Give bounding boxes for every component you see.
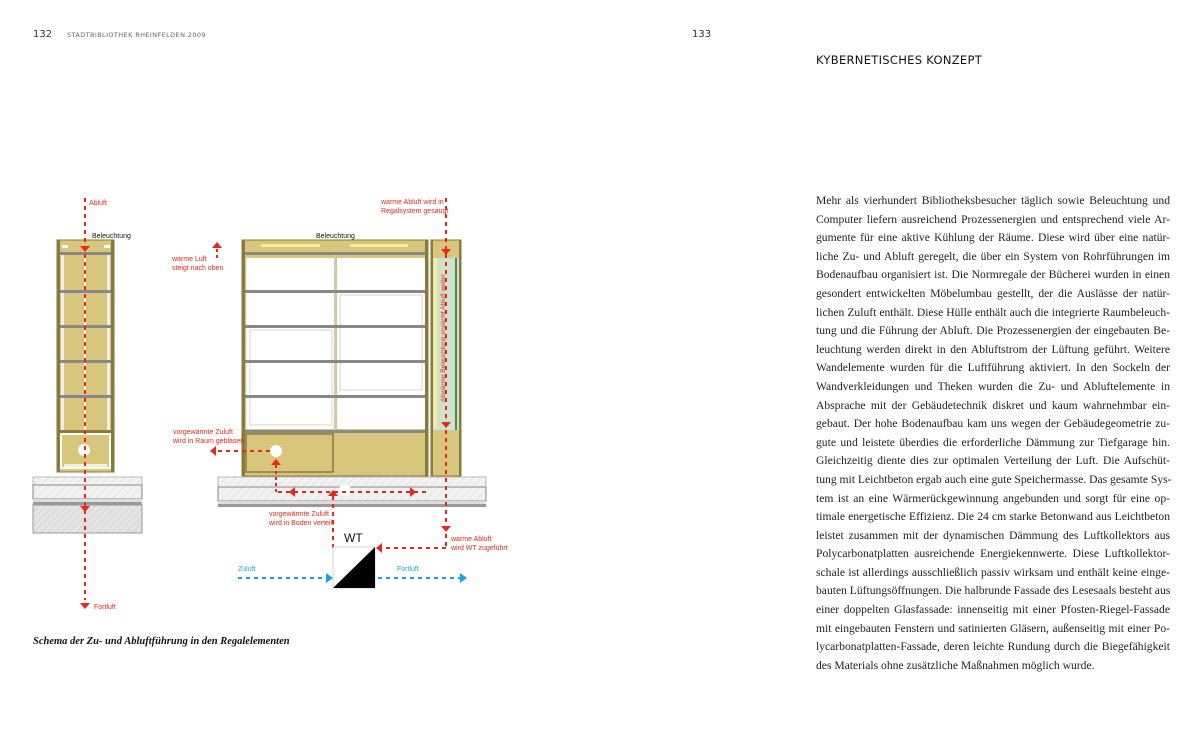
label-zuluft-boden-2: wird in Boden verteilt [269,520,334,527]
label-warme-abluft-wt-1: warme Abluft [451,536,492,543]
body-line: liche Zu- und Abluft geregelt, die über ein System von Rohrführungen im [816,249,1170,263]
body-line: lycarbonatplatten-Fassade, deren leichte Rundung durch die Biegefähigkeit [816,640,1170,654]
body-line: Bodenaufbau organisiert ist. Die Normregale der Bücherei wurden in einen [816,268,1170,282]
body-line-last: des Materials ohne zusätzliche Maßnahmen möglich wurde. [816,658,1095,672]
body-line: Polycarbonatplatten ausreichende Energiekennwerte. Diese Luftkollektor- [816,547,1170,561]
body-line: Absprache mit der Gebäudetechnik diskret und kaum wahrnehmbar ein- [816,398,1170,412]
body-line: Mehr als vierhundert Bibliotheksbesucher täglich sowie Beleuchtung und [816,194,1170,207]
label-zuluft-raum-1: vorgewärmte Zuluft [173,429,233,436]
body-line: gute und leistete überdies die erforderliche Dämmung zur Tiefgarage hin. [816,435,1170,449]
body-line: tem ist an eine Wärmerückgewinnung angebunden und sorgt für eine op- [816,491,1170,505]
label-warme-luft-2: steigt nach oben [172,265,224,272]
body-line: tung und die Führung der Abluft. Die Prozessenergien der eingebauten Be- [816,324,1170,338]
body-line: gebaut. Der hohe Bodenaufbau kam uns wegen der Gebäudegeometrie zu- [816,417,1170,431]
arrow-up-icon [212,242,222,248]
body-line: bauten Lüftungsöffnungen. Die halbrunde Fassade des Lesesaals besteht aus [816,584,1171,598]
body-line: timale energetische Effizienz. Die 24 cm starke Betonwand aus Leichtbeton [816,510,1170,524]
side-floor-slab [33,477,142,533]
label-beleuchtung-left: Beleuchtung [92,233,131,240]
label-abluft: Abluft [89,200,107,207]
section-title: KYBERNETISCHES KONZEPT [816,53,983,67]
arrow-right-icon [326,573,333,583]
body-line: tung mit Leichtbeton ergab auch eine gute Speichermasse. Das gesamte Sys- [816,472,1172,486]
label-warme-luft-1: warme Luft [172,256,207,263]
label-abwaerme-vertical: Abwärme Beleuchtung erwärmt Abluft weiter [440,274,447,402]
front-shelf-elevation [242,240,428,476]
label-fortluft-right: Fortluft [397,566,419,573]
arrow-left-icon [376,543,382,553]
side-shelf-section [57,240,114,472]
label-warme-abluft-regal-2: Regalsystem gesaugt [381,208,449,215]
arrow-down-icon [441,526,451,532]
body-line: gesondert entwickelten Möbelumbau gestellt, der die Auslässe der natür- [816,286,1170,300]
heat-exchanger-wt [333,547,375,588]
body-line: einer doppelten Glasfassade: innenseitig mit einer Pfosten-Riegel-Fassade [816,603,1170,617]
page-number-right: 133 [692,29,712,40]
label-fortluft-left: Fortluft [94,604,116,611]
body-line: leuchtung werden direkt in den Abluftstrom der Lüftung geführt. Weitere [816,342,1170,356]
body-text [816,192,1170,675]
arrow-left-icon [210,446,216,456]
body-line: Computer liefern ausreichend Prozessenergien und entsprechend viele Ar- [816,212,1170,226]
body-line: Wandelemente wurden für die Luftführung aktiviert. In den Sockeln der [816,361,1170,375]
label-zuluft-boden-1: vorgewärmte Zuluft [269,511,329,518]
label-zuluft: Zuluft [238,566,256,573]
body-line: Wandverkleidungen und Theken wurden die Zu- und Abluftelemente in [816,379,1170,393]
arrow-down-icon [80,603,90,609]
body-line: Gleichzeitig diente dies zur optimalen Verteilung der Luft. Die Aufschüt- [816,454,1170,468]
label-warme-abluft-regal-1: warme Abluft wird in [381,199,444,206]
ventilation-diagram [0,0,520,630]
figure-caption: Schema der Zu- und Abluftführung in den Regalelementen [33,636,290,647]
page-number-left: 132 [33,29,53,40]
body-line: gumente für eine aktive Kühlung der Räume. Diese wird über eine natür- [816,231,1170,245]
running-header: STADTBIBLIOTHEK RHEINFELDEN 2009 [67,31,206,39]
arrow-right-icon [460,573,467,583]
label-warme-abluft-wt-2: wird WT zugeführt [451,545,508,552]
body-line: leistet zusammen mit der dynamischen Dämmung des Luftkollektors aus [816,528,1170,542]
label-beleuchtung-right: Beleuchtung [316,233,355,240]
label-wt: WT [344,531,363,545]
body-line: schale ist allerdings ausschließlich passiv wirksam und enthält keine einge- [816,565,1170,579]
label-zuluft-raum-2: wird in Raum geblasen [173,438,245,445]
body-line: lichen Zuluft enthält. Diese Hülle enthält auch die integrierte Raumbeleuch- [816,305,1170,319]
body-line: mit eingebauten Fenstern und satinierten Gläsern, außenseitig mit einer Po- [816,621,1170,635]
